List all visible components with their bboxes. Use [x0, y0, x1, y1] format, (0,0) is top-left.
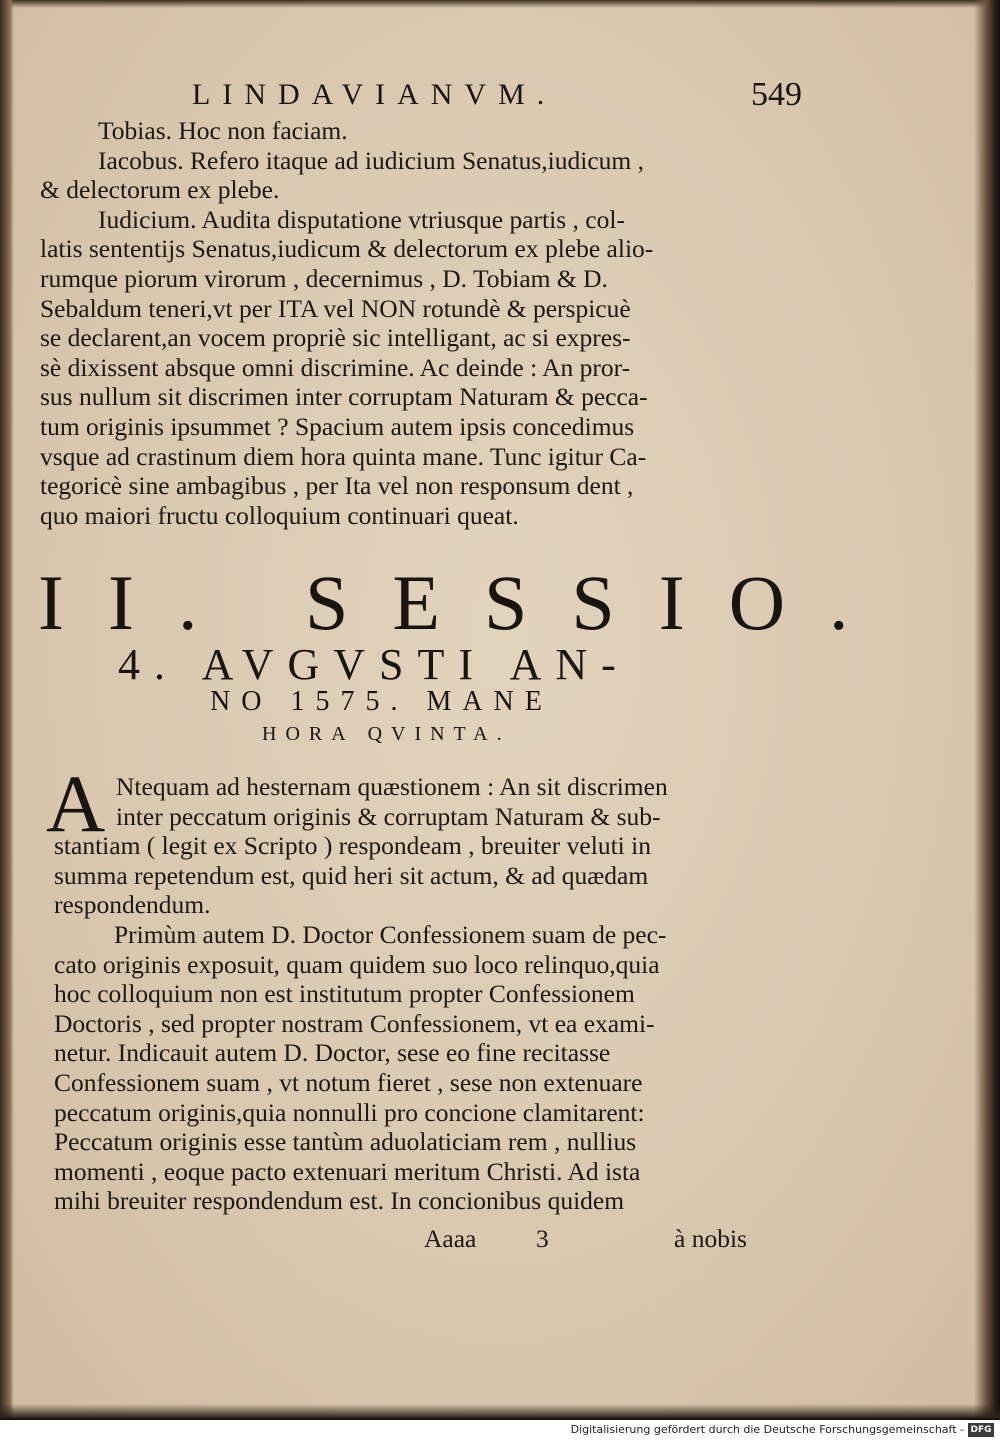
text-line: Primùm autem D. Doctor Confessionem suam de pec-	[114, 919, 667, 949]
section-date-line-3: HORA QVINTA.	[262, 723, 511, 745]
page-fore-edge	[974, 0, 1000, 1418]
page-top-edge	[0, 0, 1000, 8]
drop-cap: A	[46, 758, 106, 849]
signature-number: 3	[536, 1224, 549, 1253]
text-line: Iudicium. Audita disputatione vtriusque partis , col-	[98, 204, 625, 234]
text-line: Confessionem suam , vt notum fieret , sese non extenuare	[54, 1067, 643, 1097]
dfg-logo: DFG	[968, 1423, 994, 1437]
section-date-line-2: NO 1575. MANE	[210, 686, 553, 717]
text-line: rumque piorum virorum , decernimus , D. Tobiam & D.	[40, 263, 608, 293]
text-line: stantiam ( legit ex Scripto ) respondeam , breuiter veluti in	[54, 831, 651, 861]
text-line: Doctoris , sed propter nostram Confessionem, vt ea exami-	[54, 1008, 655, 1038]
signature-mark: Aaaa	[424, 1224, 477, 1253]
text-line: netur. Indicauit autem D. Doctor, sese eo fine recitasse	[54, 1038, 611, 1068]
text-line: sè dixissent absque omni discrimine. Ac deinde : An pror-	[40, 352, 631, 382]
section-date-line-1: 4. AVGVSTI AN-	[118, 640, 630, 689]
text-line: Ntequam ad hesternam quæstionem : An sit discrimen	[116, 772, 668, 801]
text-line: mihi breuiter respondendum est. In concionibus quidem	[54, 1186, 625, 1216]
text-block-2	[54, 772, 784, 1216]
text-line: se declarent,an vocem propriè sic intelligant, ac si expres-	[40, 323, 631, 353]
footer-credit: Digitalisierung gefördert durch die Deutsche Forschungsgemeinschaft -	[570, 1423, 964, 1436]
text-line: Sebaldum teneri,vt per ITA vel NON rotundè & perspicuè	[40, 293, 631, 323]
page-gutter	[0, 0, 14, 1418]
page-bottom-edge	[0, 1404, 1000, 1418]
text-line: peccatum originis,quia nonnulli pro concione clamitarent:	[54, 1097, 645, 1127]
text-line: summa repetendum est, quid heri sit actum, & ad quædam	[54, 860, 649, 890]
running-title: LINDAVIANVM.	[192, 78, 557, 111]
text-block-1	[40, 116, 780, 530]
text-line: tegoricè sine ambagibus , per Ita vel non responsum dent ,	[40, 471, 634, 501]
page-number: 549	[751, 76, 802, 113]
text-line: momenti , eoque pacto extenuari meritum Christi. Ad ista	[54, 1156, 641, 1186]
text-line: Iacobus. Refero itaque ad iudicium Senatus,iudicum ,	[98, 145, 644, 175]
text-line: vsque ad crastinum diem hora quinta mane. Tunc igitur Ca-	[40, 441, 647, 471]
text-line: Peccatum originis esse tantùm aduolaticiam rem , nullius	[54, 1127, 637, 1157]
text-line: hoc colloquium non est institutum propter Confessionem	[54, 979, 635, 1009]
text-line: Tobias. Hoc non faciam.	[98, 116, 348, 145]
catchword: à nobis	[674, 1224, 747, 1253]
text-line: tum originis ipsummet ? Spacium autem ipsis concedimus	[40, 411, 635, 441]
text-line: latis sententijs Senatus,iudicum & delectorum ex plebe alio-	[40, 234, 654, 264]
running-head	[192, 76, 802, 118]
signature-line	[424, 1224, 784, 1258]
text-line: quo maiori fructu colloquium continuari queat.	[40, 500, 519, 530]
text-line: inter peccatum originis & corruptam Naturam & sub-	[116, 801, 661, 831]
section-heading: II. SESSIO.	[38, 559, 893, 646]
text-line: & delectorum ex plebe.	[40, 175, 280, 205]
text-line: cato originis exposuit, quam quidem suo loco relinquo,quia	[54, 949, 660, 979]
text-line: respondendum.	[54, 890, 211, 920]
text-line: sus nullum sit discrimen inter corruptam Naturam & pecca-	[40, 382, 648, 412]
footer-bar	[0, 1420, 1000, 1440]
